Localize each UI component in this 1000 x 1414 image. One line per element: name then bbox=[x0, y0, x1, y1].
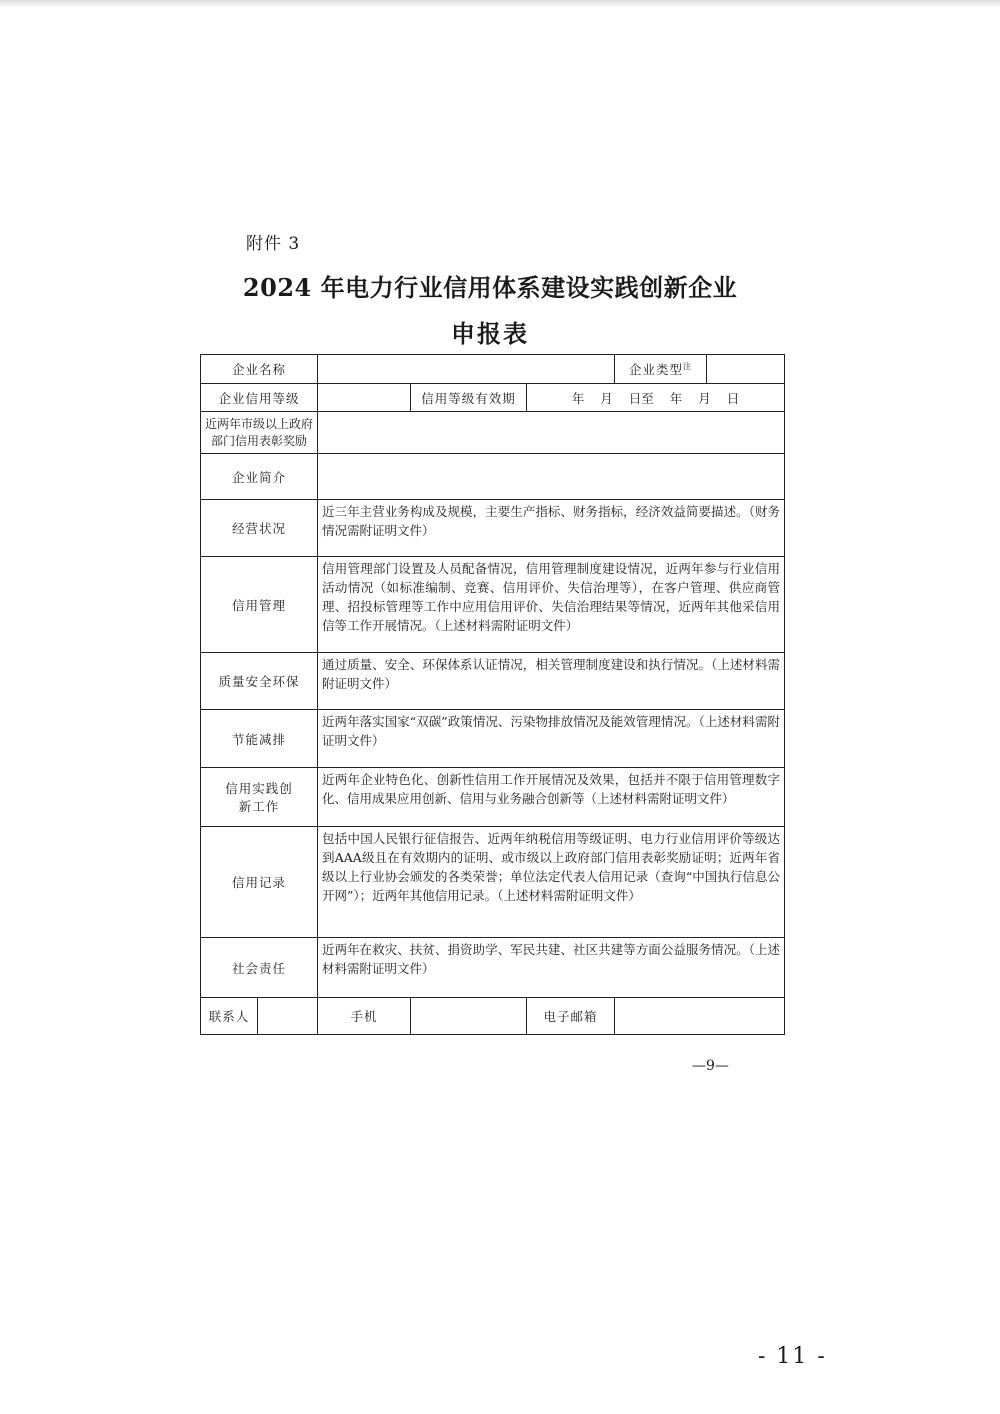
row-description[interactable]: 近三年主营业务构成及规模，主要生产指标、财务指标，经济效益简要描述。（财务情况需附证明文件） bbox=[318, 500, 785, 557]
row-label: 信用实践创新工作 bbox=[201, 768, 318, 827]
row-enterprise-name bbox=[201, 355, 785, 384]
validity-label: 信用等级有效期 bbox=[411, 384, 527, 412]
row-intro bbox=[201, 454, 785, 500]
row-label: 质量安全环保 bbox=[201, 653, 318, 710]
row-energy-saving bbox=[201, 710, 785, 768]
credit-level-field[interactable] bbox=[318, 384, 411, 412]
contact-label: 联系人 bbox=[201, 998, 258, 1035]
outer-page-number: - 11 - bbox=[758, 1344, 827, 1369]
row-social-responsibility bbox=[201, 938, 785, 998]
scan-edge bbox=[0, 0, 1000, 8]
row-description[interactable]: 通过质量、安全、环保体系认证情况，相关管理制度建设和执行情况。（上述材料需附证明文件） bbox=[318, 653, 785, 710]
row-description[interactable]: 近两年落实国家“双碳”政策情况、污染物排放情况及能效管理情况。（上述材料需附证明文件） bbox=[318, 710, 785, 768]
credit-level-label: 企业信用等级 bbox=[201, 384, 318, 412]
row-operations bbox=[201, 500, 785, 557]
validity-date-field[interactable]: 年 月 日至 年 月 日 bbox=[527, 384, 785, 412]
row-credit-innovation bbox=[201, 768, 785, 827]
enterprise-type-field[interactable] bbox=[707, 355, 785, 384]
enterprise-name-label: 企业名称 bbox=[201, 355, 318, 384]
intro-field[interactable] bbox=[318, 454, 785, 500]
phone-label: 手机 bbox=[318, 998, 411, 1035]
row-contact bbox=[201, 998, 785, 1035]
row-label: 信用记录 bbox=[201, 827, 318, 938]
gov-award-label: 近两年市级以上政府部门信用表彰奖励 bbox=[201, 412, 318, 454]
row-label: 节能减排 bbox=[201, 710, 318, 768]
attachment-label: 附件 3 bbox=[246, 234, 301, 254]
document-title: 2024 年电力行业信用体系建设实践创新企业 bbox=[242, 273, 738, 302]
intro-label: 企业简介 bbox=[201, 454, 318, 500]
row-credit-management bbox=[201, 557, 785, 653]
row-credit-level bbox=[201, 384, 785, 412]
row-label: 社会责任 bbox=[201, 938, 318, 998]
row-credit-record bbox=[201, 827, 785, 938]
row-label: 信用管理 bbox=[201, 557, 318, 653]
document-subtitle: 申报表 bbox=[451, 319, 529, 348]
phone-field[interactable] bbox=[411, 998, 527, 1035]
application-form-table bbox=[200, 354, 785, 1035]
row-description[interactable]: 近两年在救灾、扶贫、捐资助学、军民共建、社区共建等方面公益服务情况。（上述材料需附证明文件） bbox=[318, 938, 785, 998]
row-description[interactable]: 包括中国人民银行征信报告、近两年纳税信用等级证明、电力行业信用评价等级达到AAA级且在有效期内的证明、或市级以上政府部门信用表彰奖励证明；近两年省级以上行业协会颁发的各类荣誉；单位法定代表人信用记录（查询“中国执行信息公开网”）；近两年其他信用记录。（上述材料需附证明文件） bbox=[318, 827, 785, 938]
row-description[interactable]: 近两年企业特色化、创新性信用工作开展情况及效果，包括并不限于信用管理数字化、信用成果应用创新、信用与业务融合创新等（上述材料需附证明文件） bbox=[318, 768, 785, 827]
row-label: 经营状况 bbox=[201, 500, 318, 557]
row-gov-award bbox=[201, 412, 785, 454]
row-description[interactable]: 信用管理部门设置及人员配备情况，信用管理制度建设情况，近两年参与行业信用活动情况（如标准编制、竞赛、信用评价、失信治理等），在客户管理、供应商管理、招投标管理等工作中应用信用评价、失信治理结果等情况，近两年其他采信用信等工作开展情况。（上述材料需附证明文件） bbox=[318, 557, 785, 653]
enterprise-name-field[interactable] bbox=[318, 355, 615, 384]
email-label: 电子邮箱 bbox=[527, 998, 615, 1035]
row-quality-safety bbox=[201, 653, 785, 710]
enterprise-type-note: 注 bbox=[683, 361, 693, 371]
enterprise-type-label: 企业类型$^注$ bbox=[615, 355, 707, 384]
gov-award-field[interactable] bbox=[318, 412, 785, 454]
email-field[interactable] bbox=[615, 998, 785, 1035]
inner-page-number: —9— bbox=[692, 1058, 729, 1074]
contact-field[interactable] bbox=[258, 998, 318, 1035]
